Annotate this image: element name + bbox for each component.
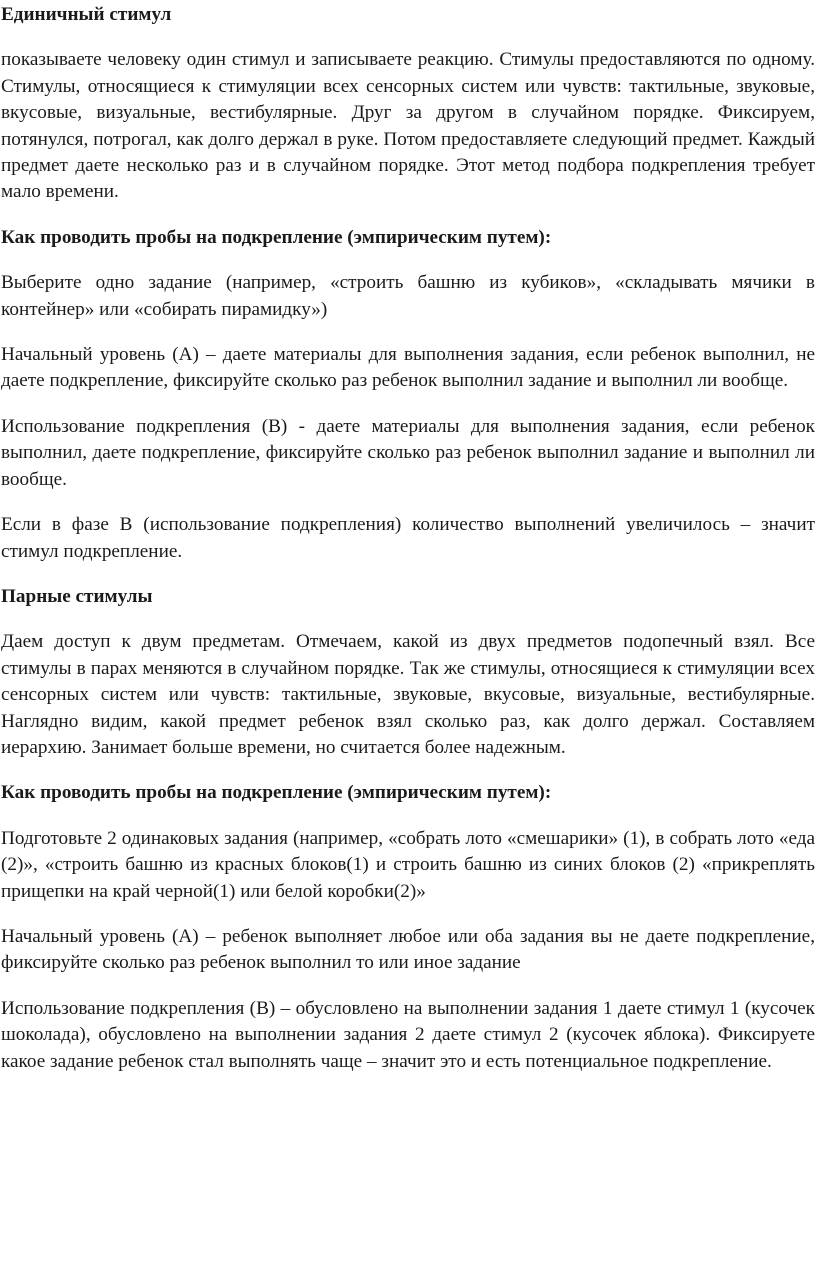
- paragraph-choose-task: Выберите одно задание (например, «строить башню из кубиков», «складывать мячики в контейнер» или «собирать пирамидку»): [1, 272, 815, 320]
- paragraph-single-stimulus-description: показываете человеку один стимул и записываете реакцию. Стимулы предоставляются по одному. Стимулы, относящиеся к стимуляции всех сенсорных систем или чувств: тактильные, звуковые, вкусовые, визуальные, вестибулярные. Друг за другом в случайном порядке. Фиксируем, потянулся, потрогал, как долго держал в руке. Потом предоставляете следующий предмет. Каждый предмет даете несколько раз и в случайном порядке. Этот метод подбора подкрепления требует мало времени.: [1, 49, 815, 203]
- paragraph-phase-b-conclusion: Если в фазе В (использование подкрепления) количество выполнений увеличилось – значит стимул подкрепление.: [1, 514, 815, 562]
- section-heading-reinforcement-trials-1: Как проводить пробы на подкрепление (эмпирическим путем):: [1, 226, 552, 248]
- paragraph-baseline-a: Начальный уровень (А) – даете материалы для выполнения задания, если ребенок выполнил, не даете подкрепление, фиксируйте сколько раз ребенок выполнил задание и выполнил ли вообще.: [1, 344, 815, 392]
- section-heading-single-stimulus: Единичный стимул: [1, 4, 172, 25]
- section-heading-reinforcement-trials-2: Как проводить пробы на подкрепление (эмпирическим путем):: [1, 782, 552, 804]
- paragraph-paired-baseline-a: Начальный уровень (А) – ребенок выполняет любое или оба задания вы не даете подкрепление, фиксируйте сколько раз ребенок выполнил то или иное задание: [1, 925, 815, 974]
- paragraph-paired-stimuli-description: Даем доступ к двум предметам. Отмечаем, какой из двух предметов подопечный взял. Все стимулы в парах меняются в случайном порядке. Так же стимулы, относящиеся к стимуляции всех сенсорных систем или чувств: тактильные, звуковые, вкусовые, визуальные, вестибулярные. Наглядно видим, какой предмет ребенок взял сколько раз, как долго держал. Составляем иерархию. Занимает больше времени, но считается более надежным.: [1, 631, 815, 758]
- section-heading-paired-stimuli: Парные стимулы: [1, 585, 153, 607]
- paragraph-prepare-two-tasks: Подготовьте 2 одинаковых задания (например, «собрать лото «смешарики» (1), в собрать лото «еда (2)», «строить башню из красных блоков(1) и строить башню из синих блоков (2) «прикреплять прищепки на край черной(1) или белой коробки(2)»: [1, 827, 815, 902]
- paragraph-paired-reinforcement-b: Использование подкрепления (В) – обусловлено на выполнении задания 1 даете стимул 1 (кусочек шоколада), обусловлено на выполнении задания 2 даете стимул 2 (кусочек яблока). Фиксируете какое задание ребенок стал выполнять чаще – значит это и есть потенциальное подкрепление.: [1, 997, 815, 1072]
- paragraph-reinforcement-b: Использование подкрепления (В) - даете материалы для выполнения задания, если ребенок выполнил, даете подкрепление, фиксируйте сколько раз ребенок выполнил задание и выполнил ли вообще.: [1, 415, 815, 490]
